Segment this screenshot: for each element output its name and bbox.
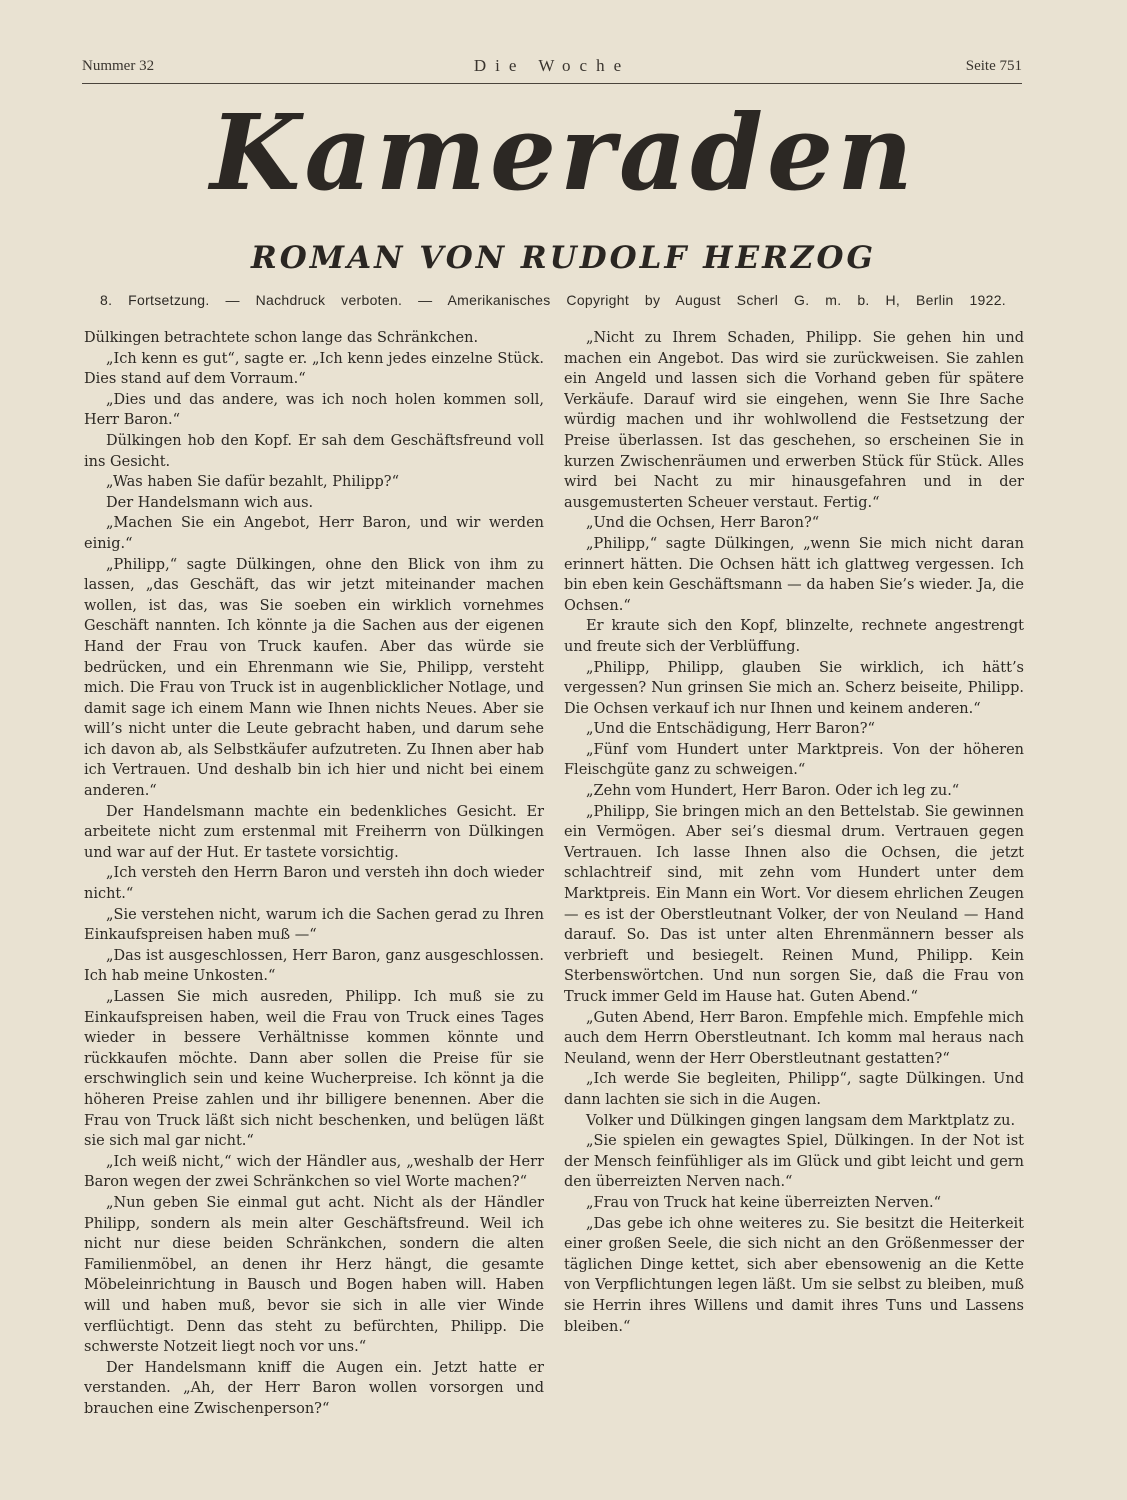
text-column-right (564, 328, 1024, 1458)
copyright-notice: 8. Fortsetzung. — Nachdruck verboten. — Amerikanisches Copyright by August Scherl G. m. b. H, Berlin 1922. (100, 292, 1006, 308)
paragraph: Der Handelsmann machte ein bedenkliches Gesicht. Er arbeitete nicht zum erstenmal mit Freiherrn von Dülkingen und war auf der Hut. Er tastete vorsichtig. (84, 803, 544, 861)
paragraph: „Sie spielen ein gewagtes Spiel, Dülkingen. In der Not ist der Mensch feinfühliger als im Glück und gibt leicht und gern den überreizten Nerven nach.“ (564, 1133, 1024, 1191)
header-rule (82, 83, 1022, 84)
paragraph: „Guten Abend, Herr Baron. Empfehle mich. Empfehle mich auch dem Herrn Oberstleutnant. Ich komm mal heraus nach Neuland, wenn der Herr Oberstleutnant gestatten?“ (564, 1009, 1024, 1067)
novel-title: Kameraden (210, 91, 917, 214)
paragraph: „Ich werde Sie begleiten, Philipp“, sagte Dülkingen. Und dann lachten sie sich in die Augen. (564, 1071, 1024, 1108)
paragraph: Dülkingen betrachtete schon lange das Schränkchen. (84, 330, 479, 346)
paragraph: „Fünf vom Hundert unter Marktpreis. Von der höheren Fleischgüte ganz zu schweigen.“ (564, 741, 1024, 779)
paragraph: „Ich kenn es gut“, sagte er. „Ich kenn jedes einzelne Stück. Dies stand auf dem Vorraum.“ (84, 350, 544, 388)
magazine-name: Die Woche (473, 56, 631, 75)
page-header (82, 56, 1022, 82)
paragraph: Der Handelsmann wich aus. (106, 494, 314, 511)
paragraph: „Zehn vom Hundert, Herr Baron. Oder ich leg zu.“ (586, 783, 960, 800)
paragraph: Der Handelsmann kniff die Augen ein. Jetzt hatte er verstanden. „Ah, der Herr Baron wollen vorsorgen und brauchen eine Zwischenperson?“ (84, 1359, 544, 1417)
paragraph: „Philipp, Philipp, glauben Sie wirklich, ich hätt’s vergessen? Nun grinsen Sie mich an. Scherz beiseite, Philipp. Die Ochsen verkauf ich nur Ihnen und keinem anderen.“ (564, 659, 1024, 717)
paragraph: „Und die Ochsen, Herr Baron?“ (586, 515, 820, 532)
paragraph: „Dies und das andere, was ich noch holen kommen soll, Herr Baron.“ (84, 391, 544, 429)
paragraph: „Und die Entschädigung, Herr Baron?“ (586, 721, 875, 738)
paragraph: „Das ist ausgeschlossen, Herr Baron, ganz ausgeschlossen. Ich hab meine Unkosten.“ (84, 947, 544, 985)
paragraph: „Ich versteh den Herrn Baron und versteh ihn doch wieder nicht.“ (84, 865, 544, 903)
paragraph: Volker und Dülkingen gingen langsam dem Marktplatz zu. (586, 1112, 1016, 1129)
paragraph: „Philipp,“ sagte Dülkingen, „wenn Sie mich nicht daran erinnert hätten. Die Ochsen hätt ich glattweg vergessen. Ich bin eben kein Geschäftsmann — da haben Sie’s wieder. Ja, die Ochsen.“ (564, 535, 1024, 614)
paragraph: „Machen Sie ein Angebot, Herr Baron, und wir werden einig.“ (84, 515, 544, 552)
paragraph: „Das gebe ich ohne weiteres zu. Sie besitzt die Heiterkeit einer großen Seele, die sich nicht an den Größenmesser der täglichen Dinge kettet, sich aber ebensowenig an die Kette von Verpflichtungen legen läßt. Um sie selbst zu bleiben, muß sie Herrin ihres Willens und damit ihres Tuns und Lassens bleiben.“ (564, 1215, 1024, 1335)
paragraph: „Sie verstehen nicht, warum ich die Sachen gerad zu Ihren Einkaufspreisen haben muß —“ (84, 906, 544, 944)
issue-number: Nummer 32 (82, 58, 155, 74)
paragraph: „Lassen Sie mich ausreden, Philipp. Ich muß sie zu Einkaufspreisen haben, weil die Frau von Truck eines Tages wieder in bessere Verhältnisse kommen könnte und rückkaufen möchte. Dann aber sollen die Preise für sie erschwinglich sein und keine Wucherpreise. Ich könnt ja die höheren Preise zahlen und ihr billigere benennen. Aber die Frau von Truck läßt sich nicht beschenken, und belügen läßt sie sich mal gar nicht.“ (84, 989, 544, 1150)
paragraph: „Was haben Sie dafür bezahlt, Philipp?“ (106, 474, 399, 491)
page-number: Seite 751 (965, 58, 1022, 74)
paragraph: Er kraute sich den Kopf, blinzelte, rechnete angestrengt und freute sich der Verblüffung. (564, 618, 1024, 655)
novel-subtitle: ROMAN VON RUDOLF HERZOG (251, 240, 876, 276)
paragraph: „Nicht zu Ihrem Schaden, Philipp. Sie gehen hin und machen ein Angebot. Das wird sie zurückweisen. Sie zahlen ein Angeld und lassen sich die Vorhand geben für spätere Verkäufe. Darauf wird sie eingehen, wenn Sie Ihre Sache würdig machen und ihr wohlwollend die Festsetzung der Preise überlassen. Ist das geschehen, so erscheinen Sie in kurzen Zwischenräumen und erwerben Stück für Stück. Alles wird bei Nacht zu mir hinausgefahren und in der ausgemusterten Scheuer verstaut. Fertig.“ (564, 330, 1024, 511)
paragraph: „Philipp,“ sagte Dülkingen, ohne den Blick von ihm zu lassen, „das Geschäft, das wir jetzt miteinander machen wollen, ist das, was Sie soeben ein wirklich vornehmes Geschäft nannten. Ich könnte ja die Sachen aus der eigenen Hand der Frau von Truck kaufen. Aber das würde sie bedrücken, und ein Ehrenmann wie Sie, Philipp, versteht mich. Die Frau von Truck ist in augenblicklicher Notlage, und damit sage ich einem Mann wie Ihnen nichts Neues. Aber sie will’s nicht unter die Leute gebracht haben, und darum sehe ich davon ab, als Selbstkäufer aufzutreten. Zu Ihnen aber hab ich Vertrauen. Und deshalb bin ich hier und nicht bei einem anderen.“ (84, 556, 544, 800)
paragraph: „Ich weiß nicht,“ wich der Händler aus, „weshalb der Herr Baron wegen der zwei Schränkchen so viel Worte machen?“ (84, 1153, 544, 1191)
paragraph: „Frau von Truck hat keine überreizten Nerven.“ (586, 1194, 941, 1211)
paragraph: Dülkingen hob den Kopf. Er sah dem Geschäftsfreund voll ins Gesicht. (84, 432, 544, 470)
paragraph: „Philipp, Sie bringen mich an den Bettelstab. Sie gewinnen ein Vermögen. Aber sei’s diesmal drum. Vertrauen gegen Vertrauen. Ich lasse Ihnen also die Ochsen, die jetzt schlachtreif sind, mit zehn vom Hundert unter dem Marktpreis. Ein Mann ein Wort. Vor diesem ehrlichen Zeugen — es ist der Oberstleutnant Volker, der von Neuland — Hand darauf. So. Das ist unter alten Ehrenmännern besser als verbrieft und besiegelt. Reinen Mund, Philipp. Kein Sterbenswörtchen. Und nun sorgen Sie, daß die Frau von Truck immer Geld im Hause hat. Guten Abend.“ (564, 803, 1024, 1005)
text-column-left (84, 328, 544, 1458)
paragraph: „Nun geben Sie einmal gut acht. Nicht als der Händler Philipp, sondern als mein alter Geschäftsfreund. Weil ich nicht nur diese beiden Schränkchen, sondern die alten Familienmöbel, an denen ihr Herz hängt, die gesamte Möbeleinrichtung in Bausch und Bogen haben will. Haben will und haben muß, bevor sie sich in alle vier Winde verflüchtigt. Denn das steht zu befürchten, Philipp. Die schwerste Notzeit liegt noch vor uns.“ (84, 1194, 544, 1356)
